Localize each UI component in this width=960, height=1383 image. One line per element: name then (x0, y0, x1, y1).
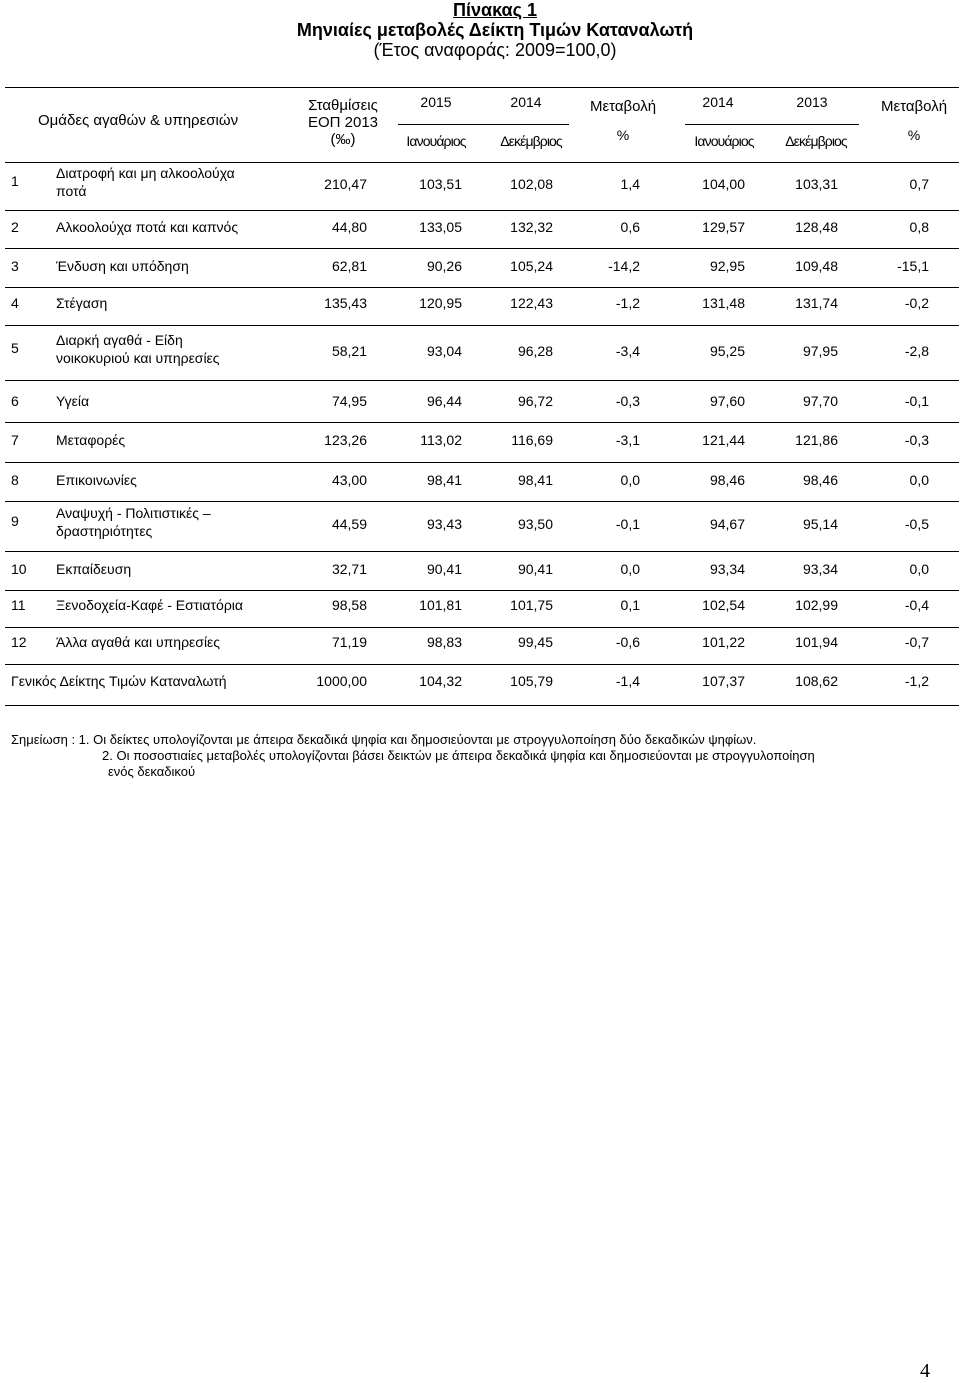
cell-jan-2015: 113,02 (420, 432, 462, 448)
total-change-1: -1,4 (615, 673, 640, 689)
row-number: 11 (11, 597, 26, 613)
cell-change-1: -3,4 (615, 343, 640, 359)
cell-weight: 135,43 (324, 295, 367, 311)
header-year-2015: 2015 (420, 94, 452, 110)
row-label: Ξενοδοχεία-Καφέ - Εστιατόρια (56, 597, 244, 613)
header-change-1: Μεταβολή (589, 98, 657, 115)
cell-dec-2013: 97,95 (802, 343, 838, 359)
cell-dec-2014: 102,08 (510, 176, 553, 192)
header-change-2: Μεταβολή (880, 98, 948, 115)
cell-change-1: -3,1 (615, 432, 640, 448)
cell-change-1: 0,1 (620, 597, 640, 613)
row-rule (5, 590, 959, 591)
cell-weight: 43,00 (331, 472, 367, 488)
cell-change-1: -1,2 (615, 295, 640, 311)
cell-change-1: 0,6 (620, 219, 640, 235)
header-month-dec-2014: Δεκέμβριος (500, 133, 562, 149)
total-weight: 1000,00 (316, 673, 367, 689)
header-underline-2 (685, 124, 859, 125)
table-bottom-rule (5, 705, 959, 706)
cell-dec-2014: 105,24 (510, 258, 553, 274)
row-rule (5, 325, 959, 326)
row-number: 9 (11, 513, 19, 529)
row-label: Διατροφή και μη αλκοολούχα (56, 165, 235, 181)
cell-dec-2014: 116,69 (511, 432, 553, 448)
table-title (0, 0, 960, 60)
row-number: 1 (11, 173, 19, 189)
row-rule (5, 287, 959, 288)
cell-change-2: -2,8 (904, 343, 929, 359)
row-rule (5, 462, 959, 463)
note-2: 2. Οι ποσοστιαίες μεταβολές υπολογίζονται βάσει δεικτών με άπειρα δεκαδικά ψηφία και δημοσιεύονται με στρογγυλοποίηση (102, 748, 815, 763)
cell-jan-2014: 98,46 (709, 472, 745, 488)
row-label: Αλκοολούχα ποτά και καπνός (56, 219, 239, 235)
cell-jan-2014: 97,60 (709, 393, 745, 409)
row-rule (5, 664, 959, 665)
table-notes (11, 732, 815, 780)
header-month-jan-2014: Ιανουάριος (694, 133, 754, 149)
cell-change-2: -0,2 (904, 295, 929, 311)
total-change-2: -1,2 (904, 673, 929, 689)
cell-dec-2013: 101,94 (795, 634, 838, 650)
cell-change-1: -0,1 (615, 516, 640, 532)
cell-dec-2014: 101,75 (510, 597, 553, 613)
cell-change-2: 0,7 (909, 176, 929, 192)
header-underline-1 (398, 124, 569, 125)
cell-dec-2013: 128,48 (795, 219, 838, 235)
cell-dec-2013: 131,74 (795, 295, 838, 311)
cell-weight: 32,71 (331, 561, 367, 577)
header-year-2014a: 2014 (510, 94, 542, 110)
cell-jan-2014: 92,95 (709, 258, 745, 274)
row-number: 4 (11, 295, 19, 311)
row-label: Εκπαίδευση (56, 561, 132, 577)
cell-dec-2013: 95,14 (802, 516, 838, 532)
cell-dec-2013: 93,34 (802, 561, 838, 577)
cell-change-1: -0,6 (615, 634, 640, 650)
header-bottom-rule (5, 162, 959, 163)
cell-change-1: 0,0 (620, 472, 640, 488)
row-label-continued: δραστηριότητες (56, 523, 153, 539)
header-pct-1: % (616, 127, 630, 143)
row-label: Επικοινωνίες (56, 472, 137, 488)
cell-jan-2014: 129,57 (702, 219, 745, 235)
page-number: 4 (920, 1360, 930, 1382)
cell-jan-2014: 94,67 (709, 516, 745, 532)
cell-change-2: -15,1 (897, 258, 929, 274)
header-groups: Ομάδες αγαθών & υπηρεσιών (38, 112, 239, 129)
cell-jan-2014: 95,25 (709, 343, 745, 359)
cell-dec-2014: 122,43 (510, 295, 553, 311)
total-jan-2014: 107,37 (702, 673, 745, 689)
cell-dec-2014: 98,41 (517, 472, 553, 488)
cell-change-1: -0,3 (615, 393, 640, 409)
row-rule (5, 210, 959, 211)
row-number: 10 (11, 561, 27, 577)
cell-change-1: 1,4 (620, 176, 640, 192)
cell-jan-2015: 98,83 (426, 634, 462, 650)
cell-dec-2013: 98,46 (802, 472, 838, 488)
cell-jan-2014: 104,00 (702, 176, 745, 192)
total-dec-2013: 108,62 (795, 673, 838, 689)
row-rule (5, 551, 959, 552)
row-rule (5, 248, 959, 249)
row-rule (5, 380, 959, 381)
row-rule (5, 627, 959, 628)
cell-dec-2013: 97,70 (802, 393, 838, 409)
cell-dec-2014: 96,28 (517, 343, 553, 359)
cell-dec-2014: 96,72 (517, 393, 553, 409)
header-year-2013: 2013 (796, 94, 828, 110)
total-jan-2015: 104,32 (419, 673, 462, 689)
cell-dec-2013: 103,31 (795, 176, 838, 192)
row-label: Διαρκή αγαθά - Είδη (56, 332, 183, 348)
total-label: Γενικός Δείκτης Τιμών Καταναλωτή (11, 673, 227, 689)
row-number: 2 (11, 219, 19, 235)
cell-jan-2014: 102,54 (702, 597, 745, 613)
row-label: Μεταφορές (56, 432, 126, 448)
row-label: Υγεία (56, 393, 90, 409)
cell-jan-2015: 90,26 (426, 258, 462, 274)
cell-change-2: -0,5 (904, 516, 929, 532)
row-rule (5, 422, 959, 423)
cell-jan-2015: 90,41 (426, 561, 462, 577)
row-label: Αναψυχή - Πολιτιστικές – (56, 505, 211, 521)
cell-jan-2014: 131,48 (702, 295, 745, 311)
header-month-jan-2015: Ιανουάριος (406, 133, 466, 149)
title-main: Πίνακας 1 (453, 0, 537, 20)
row-label: Ένδυση και υπόδηση (56, 258, 189, 274)
row-rule (5, 501, 959, 502)
cell-dec-2013: 121,86 (795, 432, 838, 448)
row-number: 6 (11, 393, 19, 409)
cell-jan-2015: 103,51 (419, 176, 462, 192)
cell-change-2: -0,7 (904, 634, 929, 650)
cell-weight: 44,59 (331, 516, 367, 532)
cell-change-2: -0,1 (904, 393, 929, 409)
cell-change-2: 0,8 (909, 219, 929, 235)
row-number: 8 (11, 472, 19, 488)
row-number: 5 (11, 340, 19, 356)
cell-change-2: 0,0 (909, 472, 929, 488)
row-label: Στέγαση (56, 295, 108, 311)
row-label: Άλλα αγαθά και υπηρεσίες (56, 634, 221, 650)
row-number: 12 (11, 634, 27, 650)
header-weights: Σταθμίσεις ΕΟΠ 2013 (‰) (307, 97, 379, 148)
cell-jan-2015: 133,05 (419, 219, 462, 235)
title-reference-year: (Έτος αναφοράς: 2009=100,0) (373, 40, 617, 60)
cell-change-2: 0,0 (909, 561, 929, 577)
row-number: 3 (11, 258, 19, 274)
cell-jan-2015: 120,95 (419, 295, 462, 311)
cell-change-1: 0,0 (620, 561, 640, 577)
cell-weight: 62,81 (331, 258, 367, 274)
row-number: 7 (11, 432, 19, 448)
cell-change-2: -0,4 (904, 597, 929, 613)
cell-weight: 71,19 (331, 634, 367, 650)
cell-weight: 123,26 (324, 432, 367, 448)
cell-dec-2014: 93,50 (517, 516, 553, 532)
cell-jan-2015: 101,81 (419, 597, 462, 613)
header-pct-2: % (907, 127, 921, 143)
cell-weight: 98,58 (331, 597, 367, 613)
cell-weight: 74,95 (331, 393, 367, 409)
cell-change-2: -0,3 (904, 432, 929, 448)
cell-weight: 210,47 (324, 176, 367, 192)
row-label-continued: νοικοκυριού και υπηρεσίες (56, 350, 220, 366)
cell-weight: 58,21 (331, 343, 367, 359)
header-year-2014b: 2014 (702, 94, 734, 110)
cell-dec-2014: 90,41 (517, 561, 553, 577)
cell-dec-2013: 102,99 (795, 597, 838, 613)
cell-jan-2014: 101,22 (702, 634, 745, 650)
cell-jan-2014: 121,44 (702, 432, 745, 448)
cell-jan-2015: 96,44 (426, 393, 462, 409)
table-top-rule (5, 87, 959, 88)
note-1: Σημείωση : 1. Οι δείκτες υπολογίζονται με άπειρα δεκαδικά ψηφία και δημοσιεύονται με στρογγυλοποίηση δύο δεκαδικών ψηφίων. (11, 732, 757, 747)
cell-jan-2015: 93,43 (426, 516, 462, 532)
note-2-continued: ενός δεκαδικού (108, 764, 196, 779)
total-dec-2014: 105,79 (510, 673, 553, 689)
cell-jan-2015: 98,41 (426, 472, 462, 488)
cell-change-1: -14,2 (608, 258, 640, 274)
cell-jan-2014: 93,34 (709, 561, 745, 577)
cell-dec-2014: 132,32 (510, 219, 553, 235)
cell-weight: 44,80 (331, 219, 367, 235)
cell-jan-2015: 93,04 (426, 343, 462, 359)
title-subtitle: Μηνιαίες μεταβολές Δείκτη Τιμών Καταναλωτή (296, 20, 694, 40)
header-month-dec-2013: Δεκέμβριος (785, 133, 847, 149)
cell-dec-2013: 109,48 (795, 258, 838, 274)
cell-dec-2014: 99,45 (517, 634, 553, 650)
row-label-continued: ποτά (56, 183, 87, 199)
